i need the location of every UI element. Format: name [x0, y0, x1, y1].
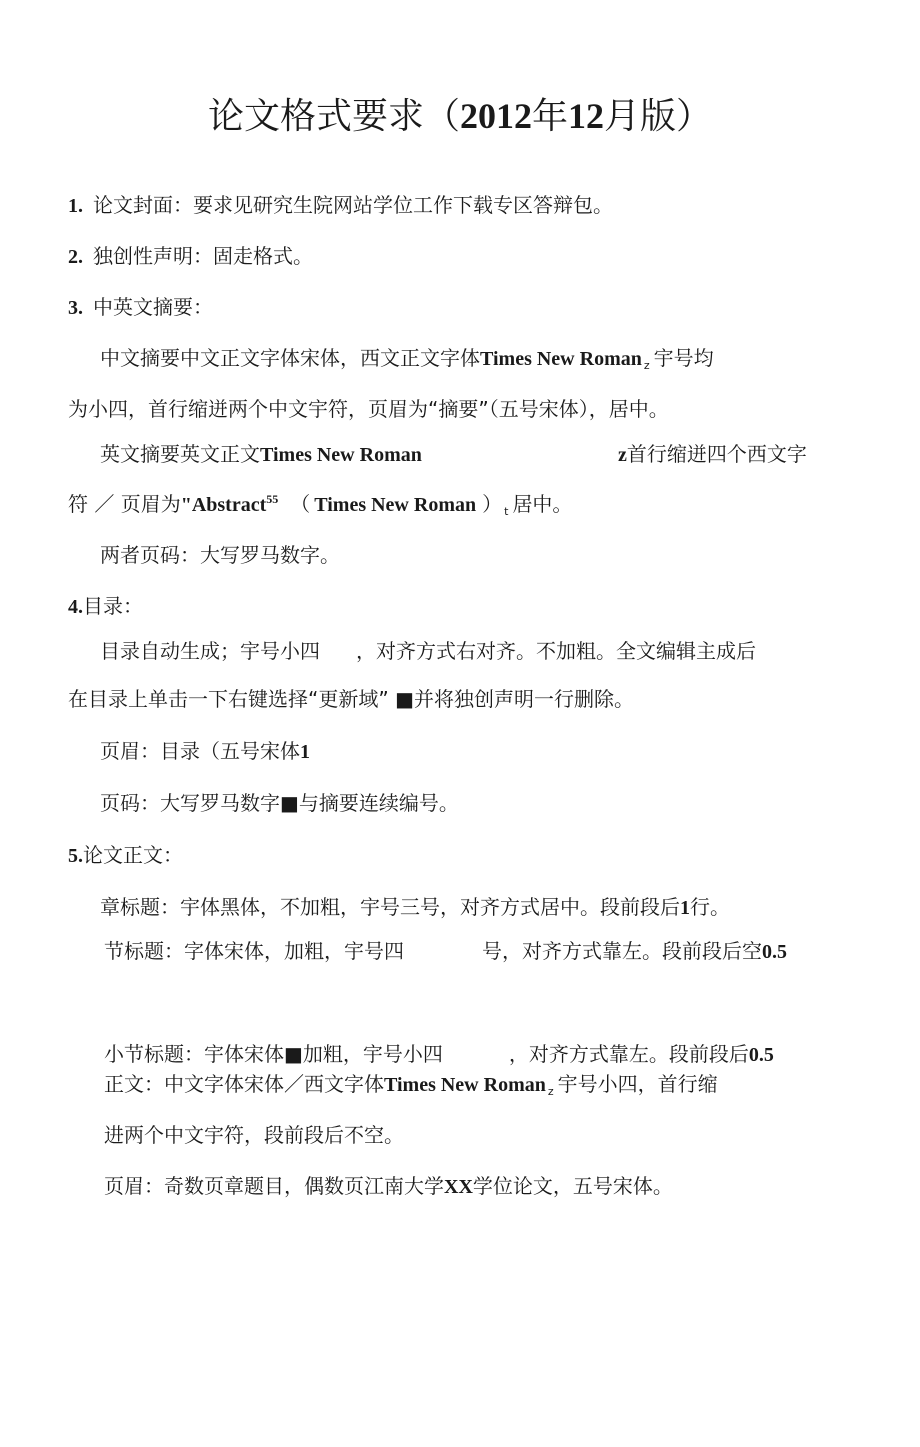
item-5-heading — [68, 842, 183, 869]
subsection-title-text-a: 小节标题：宇体宋体■加粗，宇号小四 — [104, 1042, 443, 1066]
item-2-text: 独创性声明：固走格式。 — [93, 244, 313, 268]
chapter-title-text-b: 行。 — [690, 895, 730, 919]
item-4-text: 目录： — [83, 594, 143, 618]
chapter-title-text-a: 章标题：宇体黑体，不加粗，宇号三号，对齐方式居中。段前段后 — [100, 895, 680, 919]
item-1-number: 1. — [68, 195, 83, 217]
item-3-p4-sub: t — [504, 505, 509, 518]
title-zh-3: 月版） — [604, 96, 713, 137]
subsection-title-number: 0.5 — [748, 1044, 774, 1066]
item-3-p4-sup: 55 — [266, 492, 279, 506]
item-3-paragraph-2: 为小四，首行缩迸两个中文宇符，页眉为“摘要”（五号宋体），居中。 — [68, 397, 669, 421]
body-text-rule — [104, 1071, 718, 1105]
item-3-p1-sub: z — [643, 359, 650, 372]
body-text-rule-cont: 进两个中文宇符，段前段后不空。 — [104, 1123, 404, 1147]
item-5-number: 5. — [68, 845, 83, 867]
item-3-p4-text-a: 符 ／ 页眉为 — [68, 492, 181, 516]
item-3-p4-paren-close: ） — [482, 492, 503, 516]
item-3-p1-text-b: 宇号均 — [653, 346, 714, 370]
item-3-number: 3. — [68, 297, 83, 319]
body-sub: z — [547, 1085, 554, 1098]
item-3-p3-z: z — [618, 444, 627, 466]
title-month: 12 — [568, 96, 604, 136]
item-3-p3-text-a: 英文摘要英文正文 — [100, 442, 260, 466]
item-3-p1-font: Times New Roman — [480, 348, 642, 370]
title-zh-1: 论文格式要求（ — [207, 96, 460, 137]
item-4-paragraph-3 — [100, 738, 310, 765]
header-text-a: 页眉：奇数页章题目，偶数页江南大学 — [104, 1174, 444, 1198]
item-3-paragraph-5: 两者页码：大写罗马数字。 — [100, 543, 340, 567]
item-1-text: 论文封面：要求见研究生院网站学位工作下载专区答辩包。 — [93, 193, 613, 217]
title-year: 2012 — [459, 96, 532, 136]
item-3-paragraph-3-cont — [618, 441, 807, 468]
item-4-paragraph-2: 在目录上单击一下右键选择“更新域” ■并将独创声明一行删除。 — [68, 687, 634, 711]
body-font: Times New Roman — [384, 1074, 546, 1096]
item-3-p1-text-a: 中文摘要中文正文字体宋体，西文正文字体 — [100, 346, 480, 370]
item-4-number: 4. — [68, 596, 83, 618]
title-zh-2: 年 — [531, 96, 568, 137]
item-5-text: 论文正文： — [83, 843, 183, 867]
section-title-rule — [104, 938, 787, 965]
item-3-p4-paren-open: （ — [290, 492, 311, 516]
item-1 — [68, 192, 613, 219]
item-3-p4-abstract: "Abstract — [180, 494, 267, 516]
item-2-number: 2. — [68, 246, 83, 268]
header-rule — [104, 1173, 673, 1200]
item-4-heading — [68, 593, 143, 620]
header-xx: XX — [444, 1176, 473, 1198]
subsection-title-rule — [104, 1041, 774, 1068]
chapter-title-rule — [100, 894, 730, 921]
item-4-p3-number: 1 — [300, 741, 310, 763]
section-title-text-b: 号，对齐方式靠左。段前段后空 — [482, 939, 762, 963]
item-4-p1-text-b: ，对齐方式右对齐。不加粗。全文编辑主成后 — [356, 639, 756, 663]
body-text-a: 正文：中文字体宋体／西文字体 — [104, 1072, 384, 1096]
page-title — [0, 92, 920, 141]
item-4-paragraph-4: 页码：大写罗马数字■与摘要连续编号。 — [100, 791, 459, 815]
item-4-p1-text-a: 目录自动生成；宇号小四 — [100, 639, 320, 663]
item-3-p3-font: Times New Roman — [260, 444, 422, 466]
chapter-title-number: 1 — [680, 897, 690, 919]
subsection-title-text-b: ，对齐方式靠左。段前段后 — [508, 1042, 749, 1066]
section-title-text-a: 节标题：字体宋体，加粗，宇号四 — [104, 939, 404, 963]
section-title-number: 0.5 — [762, 941, 787, 963]
item-2 — [68, 243, 313, 270]
item-3-p4-font: Times New Roman — [314, 494, 477, 516]
item-3-heading — [68, 294, 213, 321]
item-4-paragraph-1 — [100, 638, 756, 664]
item-3-paragraph-4 — [68, 486, 572, 525]
item-4-p3-text: 页眉：目录（五号宋体 — [100, 739, 300, 763]
item-3-p4-text-d: 居中。 — [512, 492, 573, 516]
item-3-text: 中英文摘要： — [93, 295, 213, 319]
item-3-paragraph-1 — [100, 345, 714, 379]
body-text-b: 宇号小四，首行缩 — [557, 1072, 718, 1096]
item-3-paragraph-3 — [100, 441, 422, 468]
item-3-p3-text-b: 首行缩迸四个西文字 — [626, 442, 807, 466]
header-text-b: 学位论文，五号宋体。 — [472, 1174, 673, 1198]
